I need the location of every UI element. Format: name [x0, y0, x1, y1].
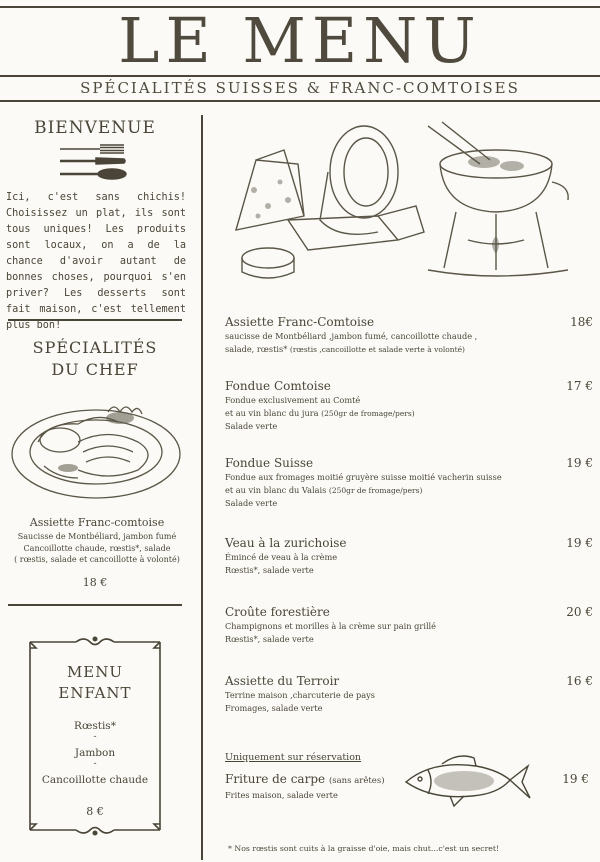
kids-item: Cancoillotte chaude	[41, 774, 149, 786]
menu-item	[225, 315, 595, 356]
menu-item-price: 19 €	[562, 772, 589, 786]
menu-item	[225, 379, 595, 433]
kids-menu-items	[26, 720, 164, 787]
menu-item-desc-line1: Émincé de veau à la crème	[225, 552, 338, 562]
kids-menu-price: 8 €	[86, 805, 104, 818]
menu-item-price: 19 €	[566, 456, 593, 470]
menu-item-name: Assiette Franc-Comtoise	[225, 315, 375, 329]
menu-item	[225, 674, 595, 714]
column-divider	[201, 115, 203, 860]
menu-item-desc-line2: Rœstis*, salade verte	[225, 564, 314, 575]
menu-item-name: Fondue Suisse	[225, 456, 314, 470]
kids-separator: -	[93, 759, 97, 769]
menu-item-desc-small: (rœstis ,cancoillotte et salade verte à volonté)	[289, 344, 465, 354]
menu-item-desc-line1: Fondue aux fromages moitié gruyère suisse moitié vacherin suisse	[225, 472, 502, 482]
chef-desc-line1: Saucisse de Montbéliard, jambon fumé	[17, 532, 177, 541]
chef-heading	[8, 337, 182, 381]
menu-item-desc-line2: Fromages, salade verte	[225, 702, 323, 713]
menu-item-desc-text: et au vin blanc du Valais	[225, 484, 327, 495]
menu-item-desc-line2	[225, 343, 595, 357]
bienvenue-heading: BIENVENUE	[34, 118, 156, 138]
menu-item-price: 19 €	[566, 536, 593, 550]
bienvenue-text: Ici, c'est sans chichis! Choisissez un plat, ils sont tous uniques! Les produits sont locaux, on a de la chance d'avoir autant de bonnes choses, pourquoi s'en priver? Les desserts sont fait maison, c'est tellement plus bon!	[6, 192, 186, 331]
menu-item-desc-small: (250gr de fromage/pers)	[321, 408, 415, 418]
menu-item	[225, 605, 595, 645]
chef-desc-line2: Cancoillotte chaude, rœstis*, salade	[23, 543, 171, 553]
menu-item-name: Fondue Comtoise	[225, 379, 331, 393]
footnote: * Nos rœstis sont cuits à la graisse d'oie, mais chut...c'est un secret!	[228, 844, 500, 853]
chef-heading-line2: DU CHEF	[51, 360, 139, 379]
menu-item-desc-small: (250gr de fromage/pers)	[328, 485, 423, 495]
menu-item-desc-line3: Salade verte	[225, 421, 278, 431]
menu-item-desc-line3: Salade verte	[225, 498, 278, 508]
cutlery-icon	[56, 142, 128, 184]
menu-item-price: 17 €	[566, 379, 593, 393]
chef-dish-name: Assiette Franc-comtoise	[29, 516, 165, 529]
menu-item-desc-line1: Fondue exclusivement au Comté	[225, 395, 361, 405]
menu-item-desc-line1: saucisse de Montbéliard ,jambon fumé, cancoillotte chaude ,	[225, 331, 478, 341]
chef-desc-line3: ( rœstis, salade et cancoillotte à volonté)	[14, 555, 180, 564]
menu-item-desc-line1: Champignons et morilles à la crème sur pain grillé	[225, 621, 437, 631]
kids-heading-line2: ENFANT	[58, 684, 132, 702]
chef-dish-description	[2, 531, 192, 566]
menu-item-name: Croûte forestière	[225, 605, 330, 619]
plate-illustration	[8, 382, 184, 506]
menu-item-desc-line1: Frites maison, salade verte	[225, 790, 338, 800]
kids-item: Rœstis*	[74, 720, 116, 732]
menu-item	[225, 456, 595, 510]
menu-item-price: 18€	[570, 315, 593, 329]
title-rule	[0, 75, 600, 77]
chef-dish-price: 18 €	[82, 576, 108, 589]
kids-item: Jambon	[74, 747, 116, 759]
reservation-label: Uniquement sur réservation	[225, 752, 362, 763]
menu-item	[225, 536, 595, 576]
fish-icon	[402, 752, 532, 808]
menu-item-name: Veau à la zurichoise	[225, 536, 347, 550]
page-title: LE MENU	[118, 4, 482, 77]
left-separator-2	[8, 604, 182, 606]
page-subtitle: SPÉCIALITÉS SUISSES & FRANC-COMTOISES	[80, 79, 520, 97]
kids-separator: -	[93, 732, 97, 742]
menu-item-desc-line2	[225, 484, 595, 498]
menu-item-name-small: (sans arêtes)	[328, 776, 385, 786]
menu-item-name: Assiette du Terroir	[225, 674, 340, 688]
kids-menu-heading	[26, 662, 164, 704]
subtitle-rule	[0, 100, 600, 102]
left-separator-1	[8, 319, 182, 321]
cheese-fondue-illustration	[228, 120, 578, 290]
kids-heading-line1: MENU	[66, 663, 124, 681]
menu-item-name-text: Friture de carpe	[225, 772, 326, 786]
menu-item-price: 20 €	[566, 605, 593, 619]
menu-item-price: 16 €	[566, 674, 593, 688]
menu-item-desc-text: salade, rœstis*	[225, 343, 288, 354]
menu-item-desc-line2	[225, 407, 595, 421]
menu-item-desc-text: et au vin blanc du jura	[225, 407, 319, 418]
chef-heading-line1: SPÉCIALITÉS	[32, 338, 158, 357]
menu-item-desc-line1: Terrine maison ,charcuterie de pays	[225, 690, 375, 700]
menu-item-desc-line2: Rœstis*, salade verte	[225, 633, 314, 644]
